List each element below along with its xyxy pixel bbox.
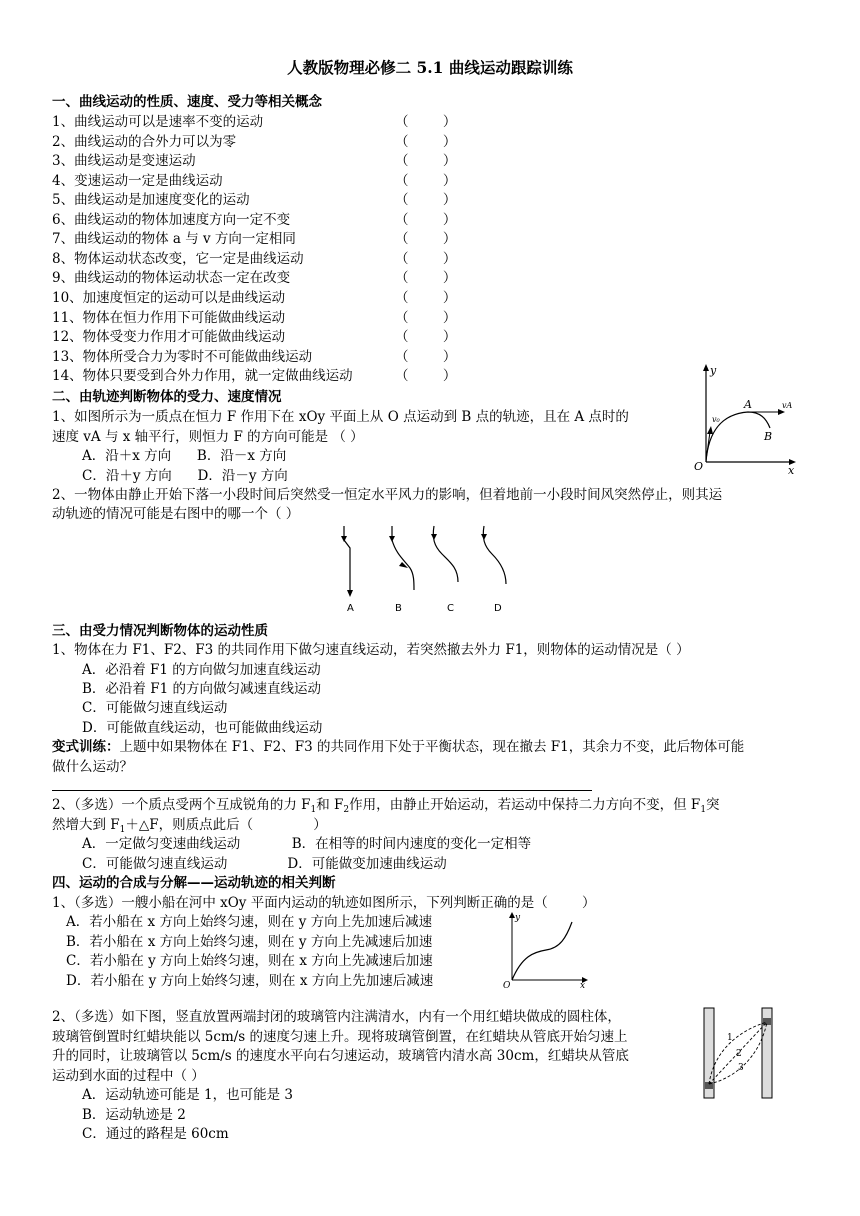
question-2-2-line-2: 动轨迹的情况可能是右图中的哪一个（ ） bbox=[52, 506, 300, 522]
question-3-1-option-a: A．必沿着 F1 的方向做匀加速直线运动 bbox=[82, 662, 321, 678]
answer-parentheses: （ ） bbox=[395, 270, 457, 287]
option-d-label: D bbox=[494, 603, 502, 614]
x-axis-label: x bbox=[580, 981, 586, 988]
origin-label: O bbox=[503, 981, 511, 988]
question-4-2-line-3: 升的同时，让玻璃管以 5cm/s 的速度水平向右匀速运动，玻璃管内清水高 30cm，红蜡块从管底 bbox=[52, 1048, 629, 1064]
true-false-item: 5、曲线运动是加速度变化的运动 bbox=[52, 192, 250, 209]
answer-parentheses: （ ） bbox=[395, 211, 457, 228]
question-2-1-options-cd: C．沿＋y 方向 D．沿－y 方向 bbox=[82, 468, 288, 484]
option-a-label: A bbox=[347, 603, 354, 614]
page-title: 人教版物理必修二 5.1 曲线运动跟踪训练 bbox=[287, 58, 573, 77]
answer-parentheses: （ ） bbox=[395, 172, 457, 189]
true-false-item: 3、曲线运动是变速运动 bbox=[52, 153, 196, 170]
true-false-item: 2、曲线运动的合外力可以为零 bbox=[52, 133, 237, 150]
answer-parentheses: （ ） bbox=[395, 133, 457, 150]
answer-parentheses: （ ） bbox=[395, 368, 457, 385]
question-2-1-options-ab: A．沿＋x 方向 B．沿－x 方向 bbox=[82, 448, 287, 464]
va-label: vA bbox=[782, 401, 793, 410]
question-4-2-line-2: 玻璃管倒置时红蜡块能以 5cm/s 的速度匀速上升。现将玻璃管倒置，在红蜡块从管底开始匀速上 bbox=[52, 1029, 628, 1045]
true-false-item: 10、加速度恒定的运动可以是曲线运动 bbox=[52, 289, 286, 306]
glass-tube-figure bbox=[700, 1006, 784, 1100]
question-3-2-line-1: 2、（多选）一个质点受两个互成锐角的力 $F_1$和 $F_2$作用，由静止开始运动，若运动中保持二力方向不变，但 $F_1$突 bbox=[52, 797, 720, 815]
question-4-2-line-4: 运动到水面的过程中（ ） bbox=[52, 1068, 205, 1084]
question-3-1: 1、物体在力 F1、F2、F3 的共同作用下做匀速直线运动，若突然撤去外力 F1，则物体的运动情况是（ ） bbox=[52, 642, 690, 658]
answer-parentheses: （ ） bbox=[395, 289, 457, 306]
variant-training-line-1 bbox=[52, 738, 744, 757]
question-3-1-option-c: C．可能做匀速直线运动 bbox=[82, 700, 228, 716]
true-false-item: 6、曲线运动的物体加速度方向一定不变 bbox=[52, 211, 291, 228]
point-a-label: A bbox=[744, 398, 752, 411]
question-4-1: 1、（多选）一艘小船在河中 xOy 平面内运动的轨迹如图所示，下列判断正确的是（ ） bbox=[52, 895, 596, 911]
true-false-item: 7、曲线运动的物体 a 与 v 方向一定相同 bbox=[52, 231, 296, 248]
answer-blank-line bbox=[52, 790, 592, 791]
question-2-1-line-1: 1、如图所示为一质点在恒力 F 作用下在 xOy 平面上从 O 点运动到 B 点的轨迹，且在 A 点时的 bbox=[52, 409, 629, 425]
question-4-1-option-c: C．若小船在 y 方向上始终匀速，则在 x 方向上先减速后加速 bbox=[66, 953, 433, 969]
question-3-2-options-cd: C．可能做匀速直线运动 D．可能做变加速曲线运动 bbox=[82, 856, 447, 872]
true-false-item: 12、物体受变力作用才可能做曲线运动 bbox=[52, 329, 286, 346]
question-3-2-line-2: 然增大到 $F_1+\triangle F$，则质点此后（ ） bbox=[52, 817, 327, 835]
x-axis-label: x bbox=[788, 464, 795, 474]
question-4-2-line-1: 2、（多选）如下图，竖直放置两端封闭的玻璃管内注满清水，内有一个用红蜡块做成的圆柱体， bbox=[52, 1009, 621, 1025]
true-false-item: 14、物体只要受到合外力作用，就一定做曲线运动 bbox=[52, 368, 353, 385]
trajectory-3-label: 3 bbox=[738, 1063, 744, 1073]
option-c-label: C bbox=[447, 603, 454, 614]
true-false-item: 11、物体在恒力作用下可能做曲线运动 bbox=[52, 309, 286, 326]
true-false-item: 1、曲线运动可以是速率不变的运动 bbox=[52, 114, 264, 130]
variant-training-line-2: 做什么运动？ bbox=[52, 759, 133, 775]
answer-parentheses: （ ） bbox=[395, 192, 457, 209]
boat-trajectory-figure bbox=[500, 908, 592, 988]
y-axis-label: y bbox=[515, 913, 521, 923]
point-b-label: B bbox=[764, 430, 773, 443]
section-3-heading: 三、由受力情况判断物体的运动性质 bbox=[52, 623, 268, 639]
question-4-2-option-a: A．运动轨迹可能是 1，也可能是 3 bbox=[82, 1087, 294, 1103]
question-3-2-options-ab: A．一定做匀变速曲线运动 B．在相等的时间内速度的变化一定相等 bbox=[82, 836, 532, 852]
section-4-heading: 四、运动的合成与分解——运动轨迹的相关判断 bbox=[52, 875, 336, 891]
origin-label: O bbox=[694, 460, 704, 473]
answer-parentheses: （ ） bbox=[395, 231, 457, 248]
question-4-2-option-c: C．通过的路程是 60cm bbox=[82, 1126, 229, 1142]
variant-training-label: 变式训练： bbox=[52, 739, 120, 755]
true-false-item: 4、变速运动一定是曲线运动 bbox=[52, 172, 223, 189]
answer-parentheses: （ ） bbox=[395, 114, 457, 130]
true-false-item: 13、物体所受合力为零时不可能做曲线运动 bbox=[52, 348, 313, 365]
four-trajectories-figure bbox=[336, 524, 522, 618]
answer-parentheses: （ ） bbox=[395, 329, 457, 346]
true-false-item: 9、曲线运动的物体运动状态一定在改变 bbox=[52, 270, 291, 287]
answer-parentheses: （ ） bbox=[395, 309, 457, 326]
answer-parentheses: （ ） bbox=[395, 348, 457, 365]
option-b-label: B bbox=[395, 603, 402, 614]
variant-training-text: 上题中如果物体在 F1、F2、F3 的共同作用下处于平衡状态，现在撤去 F1，其余力不变，此后物体可能 bbox=[119, 739, 745, 755]
trajectory-1-label: 1 bbox=[727, 1033, 733, 1043]
answer-parentheses: （ ） bbox=[395, 250, 457, 267]
trajectory-2-label: 2 bbox=[736, 1049, 742, 1059]
question-2-1-line-2: 速度 vA 与 x 轴平行，则恒力 F 的方向可能是 （ ） bbox=[52, 429, 364, 445]
section-2-heading: 二、由轨迹判断物体的受力、速度情况 bbox=[52, 389, 282, 405]
question-4-1-option-a: A．若小船在 x 方向上始终匀速，则在 y 方向上先加速后减速 bbox=[66, 914, 433, 930]
question-3-1-option-d: D．可能做直线运动，也可能做曲线运动 bbox=[82, 720, 323, 736]
question-4-2-option-b: B．运动轨迹是 2 bbox=[82, 1107, 186, 1123]
question-3-1-option-b: B．必沿着 F1 的方向做匀减速直线运动 bbox=[82, 681, 321, 697]
question-2-2-line-1: 2、一物体由静止开始下落一小段时间后突然受一恒定水平风力的影响，但着地前一小段时间风突然停止，则其运 bbox=[52, 487, 723, 503]
v0-label: v₀ bbox=[712, 415, 720, 424]
question-4-1-option-b: B．若小船在 x 方向上始终匀速，则在 y 方向上先减速后加速 bbox=[66, 934, 433, 950]
trajectory-figure bbox=[688, 362, 798, 474]
question-4-1-option-d: D．若小船在 y 方向上始终匀速，则在 x 方向上先加速后减速 bbox=[66, 973, 434, 989]
section-1-heading: 一、曲线运动的性质、速度、受力等相关概念 bbox=[52, 94, 322, 110]
true-false-item: 8、物体运动状态改变，它一定是曲线运动 bbox=[52, 250, 304, 267]
y-axis-label: y bbox=[710, 364, 717, 377]
answer-parentheses: （ ） bbox=[395, 153, 457, 170]
